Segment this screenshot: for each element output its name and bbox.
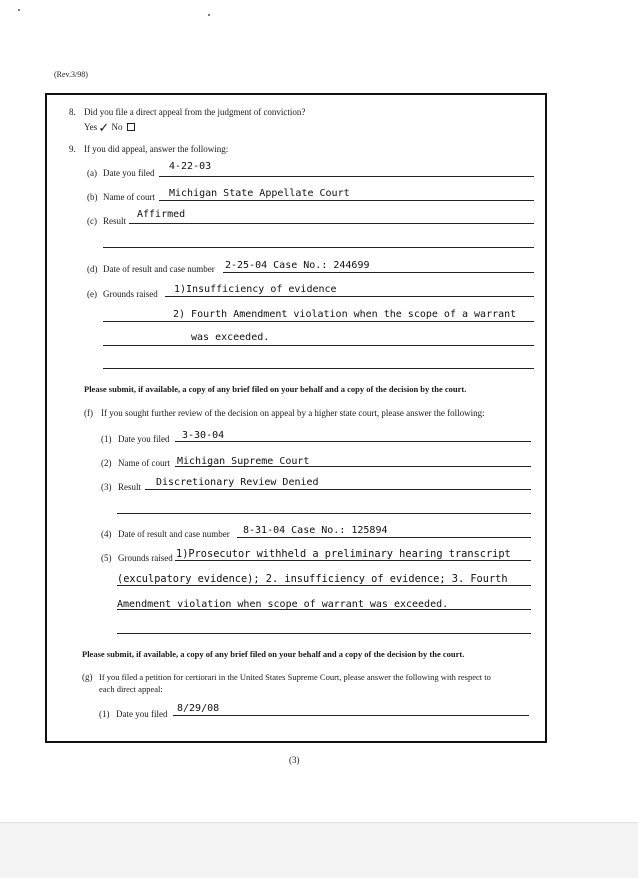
f5-label: (5) — [101, 553, 112, 563]
form-frame — [45, 93, 547, 743]
notice-brief-2: Please submit, if available, a copy of any brief filed on your behalf and a copy of the decision by the court. — [82, 649, 465, 659]
g-intro-2: each direct appeal: — [99, 684, 163, 694]
q9b-text: Name of court — [103, 192, 155, 202]
q9e-value-1[interactable]: 1)Insufficiency of evidence — [174, 284, 337, 295]
f4-line — [237, 537, 531, 538]
q9e-value-3[interactable]: was exceeded. — [191, 332, 270, 343]
q9b-label: (b) — [87, 192, 98, 202]
f-intro: If you sought further review of the decision on appeal by a higher state court, please answer the following: — [101, 408, 485, 418]
q9-intro: If you did appeal, answer the following: — [84, 144, 229, 154]
q9a-date-value[interactable]: 4-22-03 — [169, 161, 212, 172]
f3-line-extra — [117, 513, 531, 514]
q9c-line-extra — [103, 247, 534, 248]
q9e-text: Grounds raised — [103, 289, 158, 299]
revision-label: (Rev.3/98) — [54, 70, 88, 79]
f5-line-4 — [117, 633, 531, 634]
q9a-label: (a) — [87, 168, 97, 178]
scan-bottom-band — [0, 822, 638, 878]
q9e-line-1 — [165, 296, 534, 297]
g1-date-value[interactable]: 8/29/08 — [177, 703, 220, 714]
f1-line — [175, 441, 531, 442]
f2-line — [175, 466, 531, 467]
f5-value-1[interactable]: 1)Prosecutor withheld a preliminary hearing transcript — [176, 548, 511, 560]
q9d-text: Date of result and case number — [103, 264, 215, 274]
scan-speck — [208, 14, 210, 16]
g-intro-1: If you filed a petition for certiorari in the United States Supreme Court, please answer the following with respect to — [99, 672, 491, 682]
f5-value-3[interactable]: Amendment violation when scope of warrant was exceeded. — [117, 599, 449, 610]
f5-text: Grounds raised — [118, 553, 173, 563]
f5-value-2[interactable]: (exculpatory evidence); 2. insufficiency of evidence; 3. Fourth — [117, 573, 508, 585]
q9e-value-2[interactable]: 2) Fourth Amendment violation when the scope of a warrant — [173, 309, 517, 320]
q9b-court-value[interactable]: Michigan State Appellate Court — [169, 188, 350, 199]
notice-brief-1: Please submit, if available, a copy of any brief filed on your behalf and a copy of the decision by the court. — [84, 384, 467, 394]
q9e-line-2 — [103, 321, 534, 322]
f4-text: Date of result and case number — [118, 529, 230, 539]
f1-label: (1) — [101, 434, 112, 444]
q9-number: 9. — [69, 144, 76, 154]
q9c-result-value[interactable]: Affirmed — [137, 209, 186, 220]
q8-question: Did you file a direct appeal from the judgment of conviction? — [84, 107, 306, 117]
q8-no-checkbox[interactable] — [127, 123, 135, 131]
q9e-line-4 — [103, 368, 534, 369]
q9a-line — [159, 176, 534, 177]
check-mark-icon: ✓ — [98, 121, 110, 136]
q9c-text: Result — [103, 216, 127, 226]
g1-line — [173, 715, 529, 716]
f4-label: (4) — [101, 529, 112, 539]
f2-text: Name of court — [118, 458, 170, 468]
q8-answer-row — [84, 120, 135, 136]
f-label: (f) — [84, 408, 93, 418]
f3-result-value[interactable]: Discretionary Review Denied — [156, 477, 319, 488]
scan-speck — [18, 9, 20, 11]
f5-line-2 — [117, 585, 531, 586]
f5-line-1 — [175, 560, 531, 561]
f4-value[interactable]: 8-31-04 Case No.: 125894 — [243, 525, 388, 536]
q8-number: 8. — [69, 107, 76, 117]
f2-court-value[interactable]: Michigan Supreme Court — [177, 456, 310, 467]
q8-no-label: No — [111, 122, 123, 132]
f3-text: Result — [118, 482, 142, 492]
g1-label: (1) — [99, 709, 110, 719]
q9a-text: Date you filed — [103, 168, 155, 178]
f1-text: Date you filed — [118, 434, 170, 444]
q9c-line — [129, 223, 534, 224]
q9d-label: (d) — [87, 264, 98, 274]
q9d-value[interactable]: 2-25-04 Case No.: 244699 — [225, 260, 370, 271]
q9e-label: (e) — [87, 289, 97, 299]
f3-line — [145, 489, 531, 490]
g-label: (g) — [82, 672, 93, 682]
q9d-line — [223, 272, 534, 273]
f2-label: (2) — [101, 458, 112, 468]
f1-date-value[interactable]: 3-30-04 — [182, 430, 225, 441]
q9c-label: (c) — [87, 216, 97, 226]
q8-yes-label: Yes — [84, 122, 98, 132]
f3-label: (3) — [101, 482, 112, 492]
q9b-line — [159, 200, 534, 201]
g1-text: Date you filed — [116, 709, 168, 719]
q9e-line-3 — [103, 345, 534, 346]
f5-line-3 — [117, 609, 531, 610]
page-number: (3) — [289, 755, 300, 765]
